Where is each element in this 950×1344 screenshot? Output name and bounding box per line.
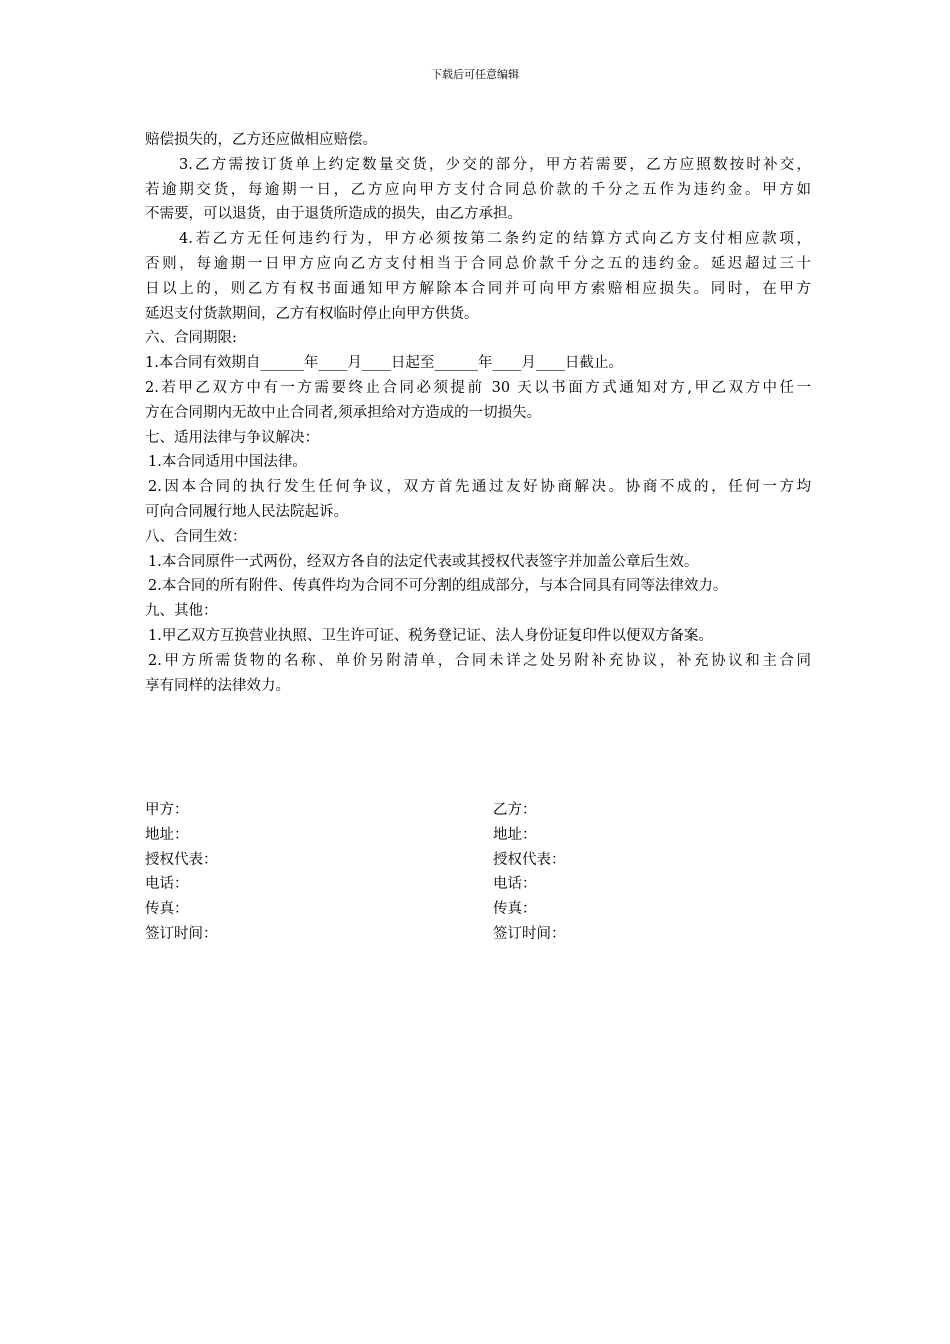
party-b-address: 地址： <box>493 826 537 843</box>
clause-3-line: 若逾期交货，每逾期一日，乙方应向甲方支付合同总价款的千分之五作为违约金。甲方如 <box>145 181 811 198</box>
party-a-address: 地址： <box>145 826 189 843</box>
party-a-fax: 传真： <box>145 901 189 918</box>
term-item-1: 1.本合同有效期自______年____月____日起至______年____月____日截止。 <box>145 355 623 372</box>
effect-item-1: 1.本合同原件一式两份，经双方各自的法定代表或其授权代表签字并加盖公章后生效。 <box>148 553 699 570</box>
section-heading-law: 七、适用法律与争议解决： <box>145 429 319 446</box>
term-item-2: 2.若甲乙双方中有一方需要终止合同必须提前 30 天以书面方式通知对方,甲乙双方中任一 <box>145 379 811 396</box>
term-item-2: 方在合同期内无故中止合同者,须承担给对方造成的一切损失。 <box>145 404 542 421</box>
clause-3-line: 不需要，可以退货，由于退货所造成的损失，由乙方承担。 <box>145 206 522 223</box>
party-a-representative: 授权代表： <box>145 851 218 868</box>
party-a-signature-block <box>145 798 218 947</box>
section-heading-term: 六、合同期限: <box>145 330 237 347</box>
other-item-1: 1.甲乙双方互换营业执照、卫生许可证、税务登记证、法人身份证复印件以便双方备案。 <box>148 627 713 644</box>
contract-body <box>145 128 811 698</box>
party-b-phone: 电话： <box>493 876 537 893</box>
clause-4-line: 日以上的，则乙方有权书面通知甲方解除本合同并可向甲方索赔相应损失。同时，在甲方 <box>145 280 811 297</box>
clause-4-line: 4.若乙方无任何违约行为，甲方必须按第二条约定的结算方式向乙方支付相应款项， <box>179 231 811 248</box>
law-item-2: 2.因本合同的执行发生任何争议，双方首先通过友好协商解决。协商不成的，任何一方均 <box>148 479 811 496</box>
clause-4-line: 否则，每逾期一日甲方应向乙方支付相当于合同总价款千分之五的违约金。延迟超过三十 <box>145 255 811 272</box>
section-heading-other: 九、其他： <box>145 603 218 620</box>
law-item-2: 可向合同履行地人民法院起诉。 <box>145 503 348 520</box>
other-item-2: 2.甲方所需货物的名称、单价另附清单，合同未详之处另附补充协议，补充协议和主合同 <box>148 652 811 669</box>
other-item-2: 享有同样的法律效力。 <box>145 677 290 694</box>
party-b-fax: 传真： <box>493 901 537 918</box>
party-b-name: 乙方： <box>493 802 537 818</box>
paragraph-line: 赔偿损失的，乙方还应做相应赔偿。 <box>145 132 377 148</box>
party-b-signature-block <box>493 798 566 947</box>
party-a-sign-date: 签订时间： <box>145 925 218 942</box>
law-item-1: 1.本合同适用中国法律。 <box>148 454 307 471</box>
clause-4-line: 延迟支付货款期间，乙方有权临时停止向甲方供货。 <box>145 305 479 322</box>
clause-3-line: 3.乙方需按订货单上约定数量交货，少交的部分，甲方若需要，乙方应照数按时补交， <box>179 156 811 173</box>
page-header: 下载后可任意编辑 <box>431 68 519 81</box>
party-a-phone: 电话： <box>145 876 189 893</box>
section-heading-effect: 八、合同生效： <box>145 528 247 545</box>
effect-item-2: 2.本合同的所有附件、传真件均为合同不可分割的组成部分，与本合同具有同等法律效力。 <box>148 578 728 595</box>
party-b-sign-date: 签订时间： <box>493 925 566 942</box>
party-b-representative: 授权代表： <box>493 851 566 868</box>
party-a-name: 甲方： <box>145 802 189 818</box>
